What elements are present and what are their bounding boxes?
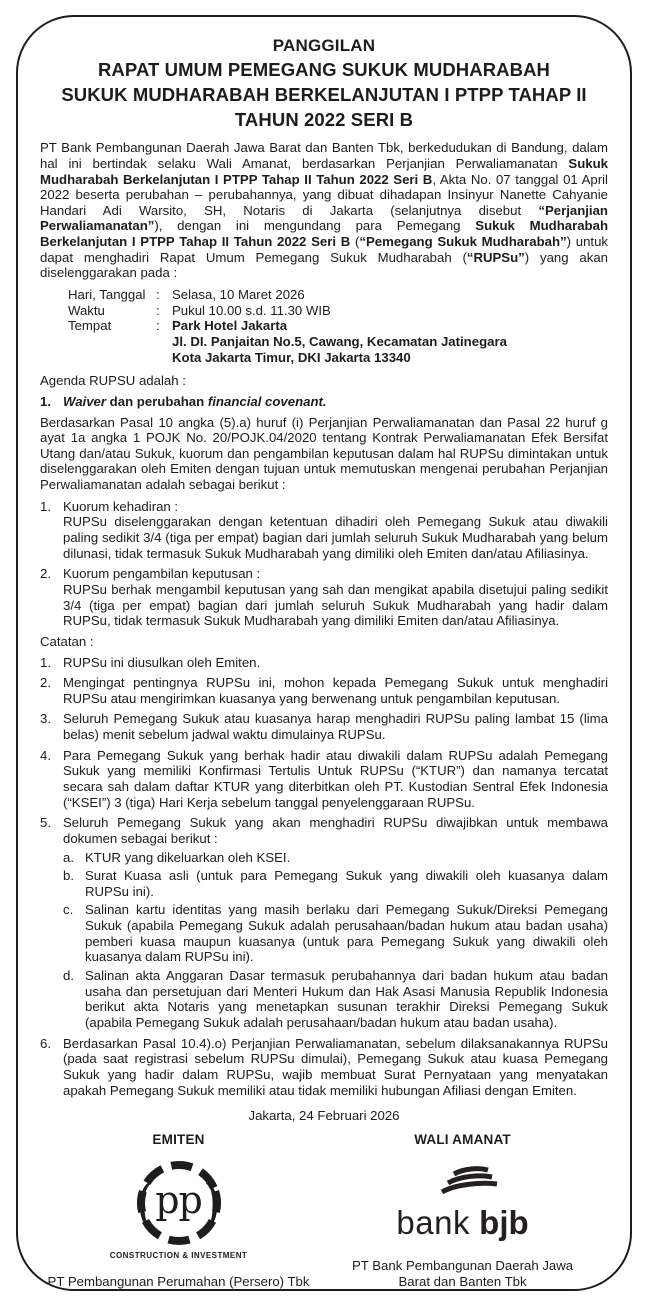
meeting-separator: : — [156, 318, 160, 334]
bjb-word-bjb: bjb — [479, 1203, 529, 1241]
agenda-item-title — [63, 394, 608, 410]
text-segment: ) yang akan diselenggarakan pada : — [40, 249, 608, 281]
quorum-item-number: 2. — [40, 566, 51, 582]
note-item-text: Mengingat pentingnya RUPSu ini, mohon kepada Pemegang Sukuk untuk menghadiri RUPSu atau mengirimkan kuasanya yang berwenang untuk pengambilan keputusan. — [63, 675, 608, 706]
quorum-item-text: RUPSu diselenggarakan dengan ketentuan dihadiri oleh Pemegang Sukuk atau diwakili paling sedikit 3/4 (tiga per empat) bagian dari jumlah seluruh Sukuk Mudharabah yang belum dilunasi, tidak termasuk Sukuk Mudharabah yang dimiliki oleh Emiten dan/atau Afiliasinya. — [63, 514, 608, 561]
note-item-number: 3. — [40, 711, 51, 727]
note-subitem-text: Salinan kartu identitas yang masih berlaku dari Pemegang Sukuk/Direksi Pemegang Sukuk (apabila Pemegang Sukuk adalah perusahaan/badan hukum atau badan usaha) pemberi kuasa maupun kuasanya (untuk para Pemegang Sukuk yang diwakili oleh kuasanya dalam RUPSu ini). — [85, 902, 608, 965]
text-segment: ( — [350, 234, 360, 250]
dateline: Jakarta, 24 Februari 2026 — [248, 1108, 400, 1124]
text-segment: “RUPSu” — [466, 249, 525, 265]
note-item-text: Berdasarkan Pasal 10.4).o) Perjanjian Perwaliamanatan, sebelum dilaksanakannya RUPSu (pada saat registrasi sebelum RUPSu dimulai), Pemegang Sukuk atau kuasa Pemegang Sukuk yang hadir dalam RUPSu, wajib membuat Surat Pernyataan yang menyatakan apakah Pemegang Sukuk memiliki atau tidak memiliki hubungan Afiliasi dengan Emiten. — [63, 1035, 608, 1098]
meeting-details — [68, 287, 608, 365]
meeting-value: Pukul 10.00 s.d. 11.30 WIB — [172, 302, 331, 318]
pp-letters-text: pp — [155, 1178, 202, 1223]
note-item-number: 6. — [40, 1035, 51, 1051]
bank-bjb-logo — [396, 1166, 528, 1239]
announcement-document — [16, 15, 632, 1291]
pp-logo-caption: CONSTRUCTION & INVESTMENT — [109, 1251, 248, 1261]
note-subitem — [63, 968, 608, 1031]
venue-city: Kota Jakarta Timur, DKI Jakarta 13340 — [172, 349, 411, 365]
notes-list — [40, 655, 608, 1099]
note-item — [40, 748, 608, 811]
quorum-item-body — [63, 499, 608, 562]
note-subitem-letter: d. — [63, 968, 74, 984]
text-segment: dan perubahan — [106, 393, 208, 409]
note-subitem-letter: b. — [63, 868, 74, 884]
note-subitem-text: Surat Kuasa asli (untuk para Pemegang Sukuk yang diwakili oleh kuasanya dalam RUPSu ini). — [85, 868, 608, 899]
note-item — [40, 675, 608, 706]
note-item-body — [63, 655, 608, 671]
note-subitem-text: KTUR yang dikeluarkan oleh KSEI. — [85, 849, 291, 865]
pp-right-paren: ) — [202, 1172, 221, 1235]
text-segment: ), dengan ini mengundang para Pemegang — [154, 218, 476, 234]
text-segment: Sukuk Mudharabah Berkelanjutan I PTPP Tahap II Tahun 2022 Seri B — [40, 218, 609, 250]
note-subitem-letter: c. — [63, 902, 74, 918]
note-item — [40, 1036, 608, 1099]
text-segment: , Akta No. 07 tanggal 01 April 2022 beserta perubahan – perubahannya, yang dibuat dihadapan Insinyur Nanette Cahyanie Handari Adi Warsito, SH, Notaris di Jakarta (selanjutnya disebut — [40, 171, 608, 218]
note-subitem-text: Salinan akta Anggaran Dasar termasuk perubahannya dari badan hukum atau badan usaha dan persetujuan dari Menteri Hukum dan Hak Asasi Manusia Republik Indonesia berikut akta Notaris yang menetapkan susunan terakhir Direksi Pemegang Sukuk (apabila Pemegang Sukuk adalah perusahaan/badan hukum atau badan usaha). — [85, 968, 608, 1030]
text-segment: “Perjanjian Perwaliamanatan” — [40, 202, 608, 234]
text-segment: PT Bank Pembangunan Daerah Jawa Barat dan Banten Tbk, berkedudukan di Bandung, dalam hal ini bertindak selaku Wali Amanat, berdasarkan Perjanjian Perwaliamanatan — [40, 140, 608, 171]
ptpp-logo — [136, 1160, 222, 1246]
note-subitem-letter: a. — [63, 849, 74, 865]
note-item-body — [63, 675, 608, 706]
meeting-value: Selasa, 10 Maret 2026 — [172, 287, 305, 303]
wali-amanat-role-label: WALI AMANAT — [414, 1131, 511, 1147]
header-line-tahun: TAHUN 2022 SERI B — [234, 108, 414, 130]
note-item-text: Seluruh Pemegang Sukuk atau kuasanya harap menghadiri RUPSu paling lambat 15 (lima belas) menit sebelum jadwal waktu dimulainya RUPSu. — [63, 711, 608, 743]
signature-wali-amanat — [317, 1132, 608, 1290]
meeting-value-venue — [172, 318, 608, 365]
note-item-body — [63, 711, 608, 742]
header-line-panggilan: PANGGILAN — [272, 36, 376, 55]
note-item-body — [63, 815, 608, 1030]
note-item-number: 1. — [40, 654, 51, 670]
meeting-separator: : — [156, 287, 160, 303]
quorum-item — [40, 499, 608, 562]
note-item-text: Seluruh Pemegang Sukuk yang akan menghadiri RUPSu diwajibkan untuk membawa dokumen sebagai berikut : — [63, 815, 608, 846]
signature-emiten — [40, 1132, 317, 1290]
quorum-item-text: RUPSu berhak mengambil keputusan yang sah dan mengikat apabila disetujui paling sedikit 3/4 (tiga per empat) bagian dari jumlah seluruh Sukuk Mudharabah yang hadir dalam RUPSu, tidak termasuk Sukuk Mudharabah yang dimiliki Emiten dan/atau Afiliasinya. — [63, 581, 608, 629]
note-item-number: 5. — [40, 815, 51, 831]
meeting-row-venue — [68, 318, 608, 365]
bjb-swoosh-icon — [424, 1166, 502, 1202]
venue-name: Park Hotel Jakarta — [172, 318, 288, 334]
text-segment: Sukuk Mudharabah Berkelanjutan I PTPP Tahap II Tahun 2022 Seri B — [40, 155, 608, 187]
note-item — [40, 815, 608, 1030]
quorum-item-number: 1. — [40, 498, 51, 514]
quorum-item-heading: Kuorum kehadiran : — [63, 498, 179, 514]
intro-paragraph — [40, 140, 608, 281]
note-item-body — [63, 1036, 608, 1099]
pp-monogram — [136, 1160, 222, 1246]
signature-block — [40, 1132, 608, 1290]
quorum-item-heading: Kuorum pengambilan keputusan : — [63, 566, 261, 582]
note-item — [40, 711, 608, 742]
text-segment: ) untuk dapat menghadiri Rapat Umum Pemegang Sukuk Mudharabah ( — [40, 234, 608, 265]
notes-heading: Catatan : — [40, 633, 94, 649]
document-header — [32, 35, 616, 132]
emiten-company-name: PT Pembangunan Perumahan (Persero) Tbk — [47, 1273, 310, 1289]
note-subitem — [63, 850, 608, 866]
note-item-number: 4. — [40, 747, 51, 763]
header-line-sukuk: SUKUK MUDHARABAH BERKELANJUTAN I PTPP TAHAP II — [61, 83, 587, 105]
quorum-item-body — [63, 566, 608, 629]
bjb-wordmark — [396, 1203, 529, 1241]
agenda-item-number: 1. — [40, 393, 51, 409]
note-item-text: Para Pemegang Sukuk yang berhak hadir atau diwakili dalam RUPSu adalah Pemegang Sukuk yang memiliki Konfirmasi Tertulis Untuk RUPSu (“KTUR”) dan namanya tercatat secara sah dalam daftar KTUR yang diterbitkan oleh PT. Kustodian Sentral Efek Indonesia (“KSEI”) 3 (tiga) Hari Kerja sebelum tanggal penyelenggaraan RUPSu. — [63, 747, 608, 810]
note-item-text: RUPSu ini diusulkan oleh Emiten. — [63, 654, 261, 670]
text-segment: financial covenant. — [207, 393, 327, 409]
bjb-word-bank: bank — [396, 1203, 470, 1241]
meeting-label: Hari, Tanggal — [68, 287, 146, 303]
agenda-heading: Agenda RUPSU adalah : — [40, 373, 186, 389]
header-line-rapat: RAPAT UMUM PEMEGANG SUKUK MUDHARABAH — [97, 58, 551, 80]
note-subitem — [63, 902, 608, 965]
note-subitem — [63, 868, 608, 899]
note-item-number: 2. — [40, 675, 51, 691]
pp-left-paren: ( — [136, 1172, 155, 1235]
note-item — [40, 655, 608, 671]
wali-amanat-company-name: PT Bank Pembangunan Daerah Jawa Barat dan Banten Tbk — [351, 1258, 574, 1289]
meeting-separator: : — [156, 302, 160, 318]
wali-amanat-logo-zone — [396, 1147, 528, 1258]
agenda-item — [40, 394, 608, 410]
quorum-item — [40, 566, 608, 629]
text-segment: “Pemegang Sukuk Mudharabah” — [359, 234, 567, 250]
meeting-label: Waktu — [68, 302, 105, 318]
quorum-list — [40, 499, 608, 629]
agenda-basis-paragraph: Berdasarkan Pasal 10 angka (5).a) huruf (i) Perjanjian Perwaliamanatan dan Pasal 22 huruf g ayat 1a angka 1 POJK No. 20/POJK.04/2020 tentang Kontrak Perwaliamanatan Efek Bersifat Utang dan/atau Sukuk, kuorum dan pengambilan keputusan dalam hal RUPSu dimintakan untuk diselenggarakan oleh Emiten dengan tujuan untuk memutuskan mengenai perubahan Perjanjian Perwaliamanatan adalah sebagai berikut : — [40, 414, 608, 493]
note-item-body — [63, 748, 608, 811]
meeting-row-time — [68, 303, 608, 319]
text-segment: Waiver — [63, 393, 107, 409]
emiten-role-label: EMITEN — [152, 1131, 205, 1147]
venue-street: Jl. DI. Panjaitan No.5, Cawang, Kecamatan Jatinegara — [172, 333, 507, 349]
meeting-label: Tempat — [68, 318, 112, 334]
meeting-row-day — [68, 287, 608, 303]
emiten-logo-zone — [110, 1147, 247, 1274]
